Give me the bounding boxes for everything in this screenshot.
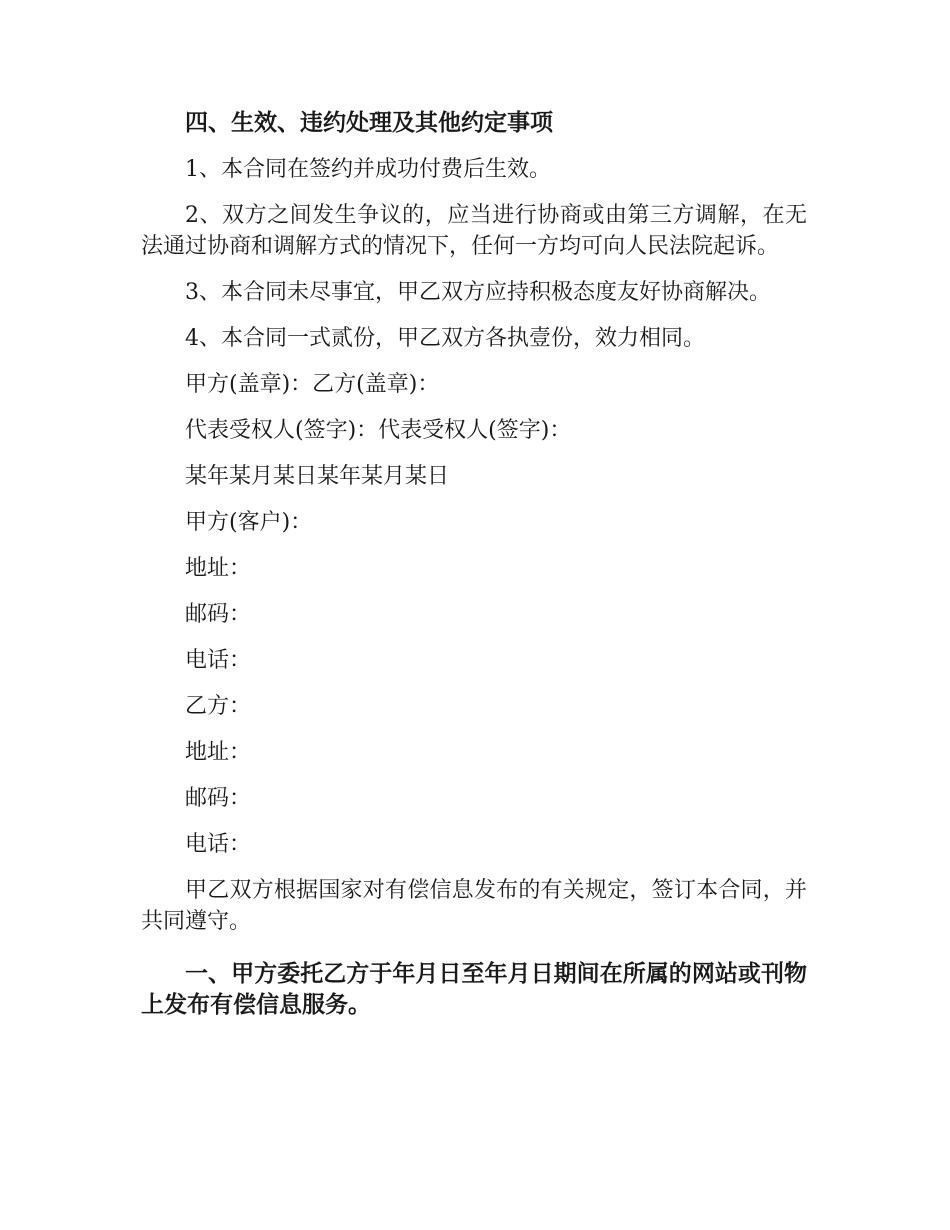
party-a-phone: 电话：: [185, 648, 252, 673]
party-a-postcode: 邮码：: [185, 602, 252, 627]
party-a-address: 地址：: [185, 556, 252, 581]
party-b-address: 地址：: [185, 740, 252, 765]
seal-line: 甲方(盖章)：乙方(盖章)：: [185, 372, 440, 397]
date-line: 某年某月某日某年某月某日: [185, 464, 450, 489]
party-b-postcode: 邮码：: [185, 786, 252, 811]
party-b-label: 乙方：: [185, 694, 252, 719]
section-1-heading: 一、甲方委托乙方于年月日至年月日期间在所属的网站或刊物上发布有偿信息服务。: [141, 961, 807, 1018]
clause-1: 1、本合同在签约并成功付费后生效。: [185, 157, 551, 182]
clause-4: 4、本合同一式贰份，甲乙双方各执壹份，效力相同。: [185, 326, 705, 351]
section-4-heading: 四、生效、违约处理及其他约定事项: [185, 110, 553, 136]
clause-3: 3、本合同未尽事宜，甲乙双方应持积极态度友好协商解决。: [185, 280, 771, 305]
preamble: 甲乙双方根据国家对有偿信息发布的有关规定，签订本合同，并共同遵守。: [141, 878, 807, 934]
document-body: [141, 108, 807, 1036]
party-a-label: 甲方(客户)：: [185, 510, 313, 535]
clause-2: 2、双方之间发生争议的，应当进行协商或由第三方调解，在无法通过协商和调解方式的情况下，任何一方均可向人民法院起诉。: [141, 203, 807, 259]
party-b-phone: 电话：: [185, 832, 252, 857]
signature-line: 代表受权人(签字)：代表受权人(签字)：: [185, 418, 572, 443]
